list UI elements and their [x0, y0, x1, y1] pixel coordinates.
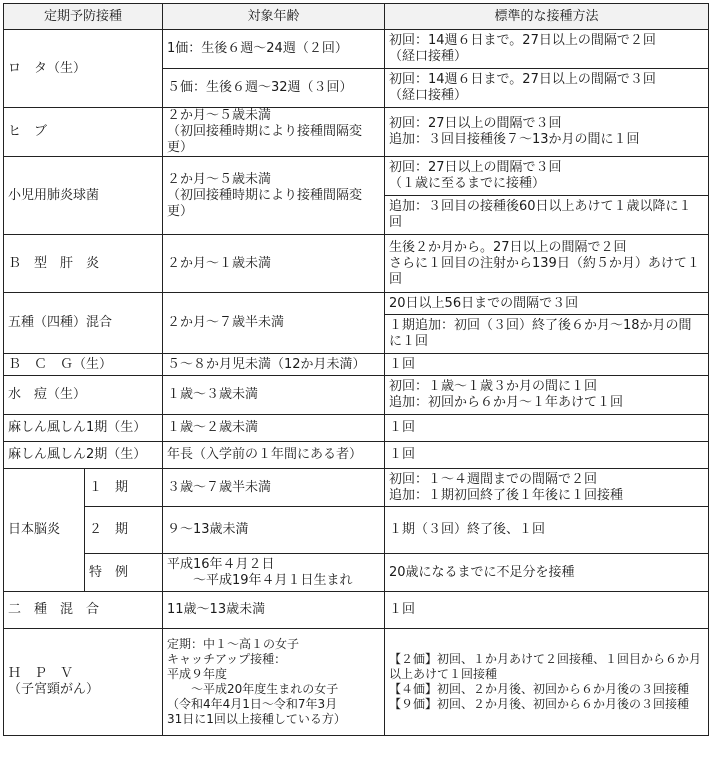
je-method-2: １期（３回）終了後、１回: [385, 507, 709, 554]
hepb-name: Ｂ 型 肝 炎: [4, 235, 163, 293]
header-vaccine: 定期予防接種: [4, 4, 163, 30]
dpt-method-1: 20日以上56日までの間隔で３回: [385, 293, 709, 315]
bcg-age: ５〜８か月児未満（12か月未満）: [163, 354, 385, 376]
dt-method: １回: [385, 592, 709, 629]
rota-name: ロ タ（生）: [4, 30, 163, 108]
hib-age: ２か月〜５歳未満 （初回接種時期により接種間隔変更）: [163, 108, 385, 157]
mr2-age: 年長（入学前の１年間にある者）: [163, 442, 385, 469]
je-sub-2: ２ 期: [85, 507, 163, 554]
hib-row: [4, 108, 709, 157]
header-row: [4, 4, 709, 30]
je-row-1: [4, 469, 709, 507]
pcv-method-1: 初回：27日以上の間隔で３回 （１歳に至るまでに接種）: [385, 157, 709, 196]
varicella-age: １歳〜３歳未満: [163, 376, 385, 415]
hepb-method: 生後２か月から。27日以上の間隔で２回 さらに１回目の注射から139日（約５か月）あけて１回: [385, 235, 709, 293]
header-method: 標準的な接種方法: [385, 4, 709, 30]
dt-age: 11歳〜13歳未満: [163, 592, 385, 629]
pcv-age: ２か月〜５歳未満 （初回接種時期により接種間隔変更）: [163, 157, 385, 235]
rota-method-2: 初回：14週６日まで。27日以上の間隔で３回 （経口接種）: [385, 69, 709, 108]
hib-name: ヒ ブ: [4, 108, 163, 157]
dpt-name: 五種（四種）混合: [4, 293, 163, 354]
bcg-name: Ｂ Ｃ Ｇ（生）: [4, 354, 163, 376]
je-age-3: 平成16年４月２日 〜平成19年４月１日生まれ: [163, 554, 385, 592]
dt-name: 二 種 混 合: [4, 592, 163, 629]
je-age-1: ３歳〜７歳半未満: [163, 469, 385, 507]
hpv-method: 【２価】初回、１か月あけて２回接種、１回目から６か月以上あけて１回接種 【４価】初回、２か月後、初回から６か月後の３回接種 【９価】初回、２か月後、初回から６か月後の３回接種: [385, 629, 709, 736]
mr2-row: [4, 442, 709, 469]
varicella-row: [4, 376, 709, 415]
hpv-age: 定期：中１〜高１の女子 キャッチアップ接種： 平成９年度 〜平成20年度生まれの女子 （令和4年4月1日〜令和7年3月 31日に1回以上接種している方）: [163, 629, 385, 736]
dpt-method-2: １期追加：初回（３回）終了後６か月〜18か月の間に１回: [385, 315, 709, 354]
pcv-method-2: 追加：３回目の接種後60日以上あけて１歳以降に１回: [385, 196, 709, 235]
je-name: 日本脳炎: [4, 469, 85, 592]
hpv-row: [4, 629, 709, 736]
dpt-age: ２か月〜７歳半未満: [163, 293, 385, 354]
mr2-name: 麻しん風しん2期（生）: [4, 442, 163, 469]
dt-row: [4, 592, 709, 629]
pcv-row-1: [4, 157, 709, 196]
header-age: 対象年齢: [163, 4, 385, 30]
varicella-name: 水 痘（生）: [4, 376, 163, 415]
hepb-row: [4, 235, 709, 293]
je-sub-1: １ 期: [85, 469, 163, 507]
bcg-row: [4, 354, 709, 376]
je-row-2: [4, 507, 709, 554]
je-method-1: 初回：１〜４週間までの間隔で２回 追加：１期初回終了後１年後に１回接種: [385, 469, 709, 507]
mr1-row: [4, 415, 709, 442]
rota-method-1: 初回：14週６日まで。27日以上の間隔で２回 （経口接種）: [385, 30, 709, 69]
bcg-method: １回: [385, 354, 709, 376]
hib-method: 初回：27日以上の間隔で３回 追加：３回目接種後７〜13か月の間に１回: [385, 108, 709, 157]
rota-row-1: [4, 30, 709, 69]
vaccine-schedule-table: [3, 3, 709, 736]
mr1-method: １回: [385, 415, 709, 442]
mr2-method: １回: [385, 442, 709, 469]
hepb-age: ２か月〜１歳未満: [163, 235, 385, 293]
je-method-3: 20歳になるまでに不足分を接種: [385, 554, 709, 592]
je-row-3: [4, 554, 709, 592]
hpv-name: Ｈ Ｐ Ｖ （子宮頸がん）: [4, 629, 163, 736]
je-sub-3: 特 例: [85, 554, 163, 592]
mr1-name: 麻しん風しん1期（生）: [4, 415, 163, 442]
mr1-age: １歳〜２歳未満: [163, 415, 385, 442]
dpt-row-1: [4, 293, 709, 315]
je-age-2: ９〜13歳未満: [163, 507, 385, 554]
varicella-method: 初回：１歳〜１歳３か月の間に１回 追加：初回から６か月〜１年あけて１回: [385, 376, 709, 415]
rota-age-2: ５価：生後６週〜32週（３回）: [163, 69, 385, 108]
rota-age-1: 1価：生後６週〜24週（２回）: [163, 30, 385, 69]
pcv-name: 小児用肺炎球菌: [4, 157, 163, 235]
